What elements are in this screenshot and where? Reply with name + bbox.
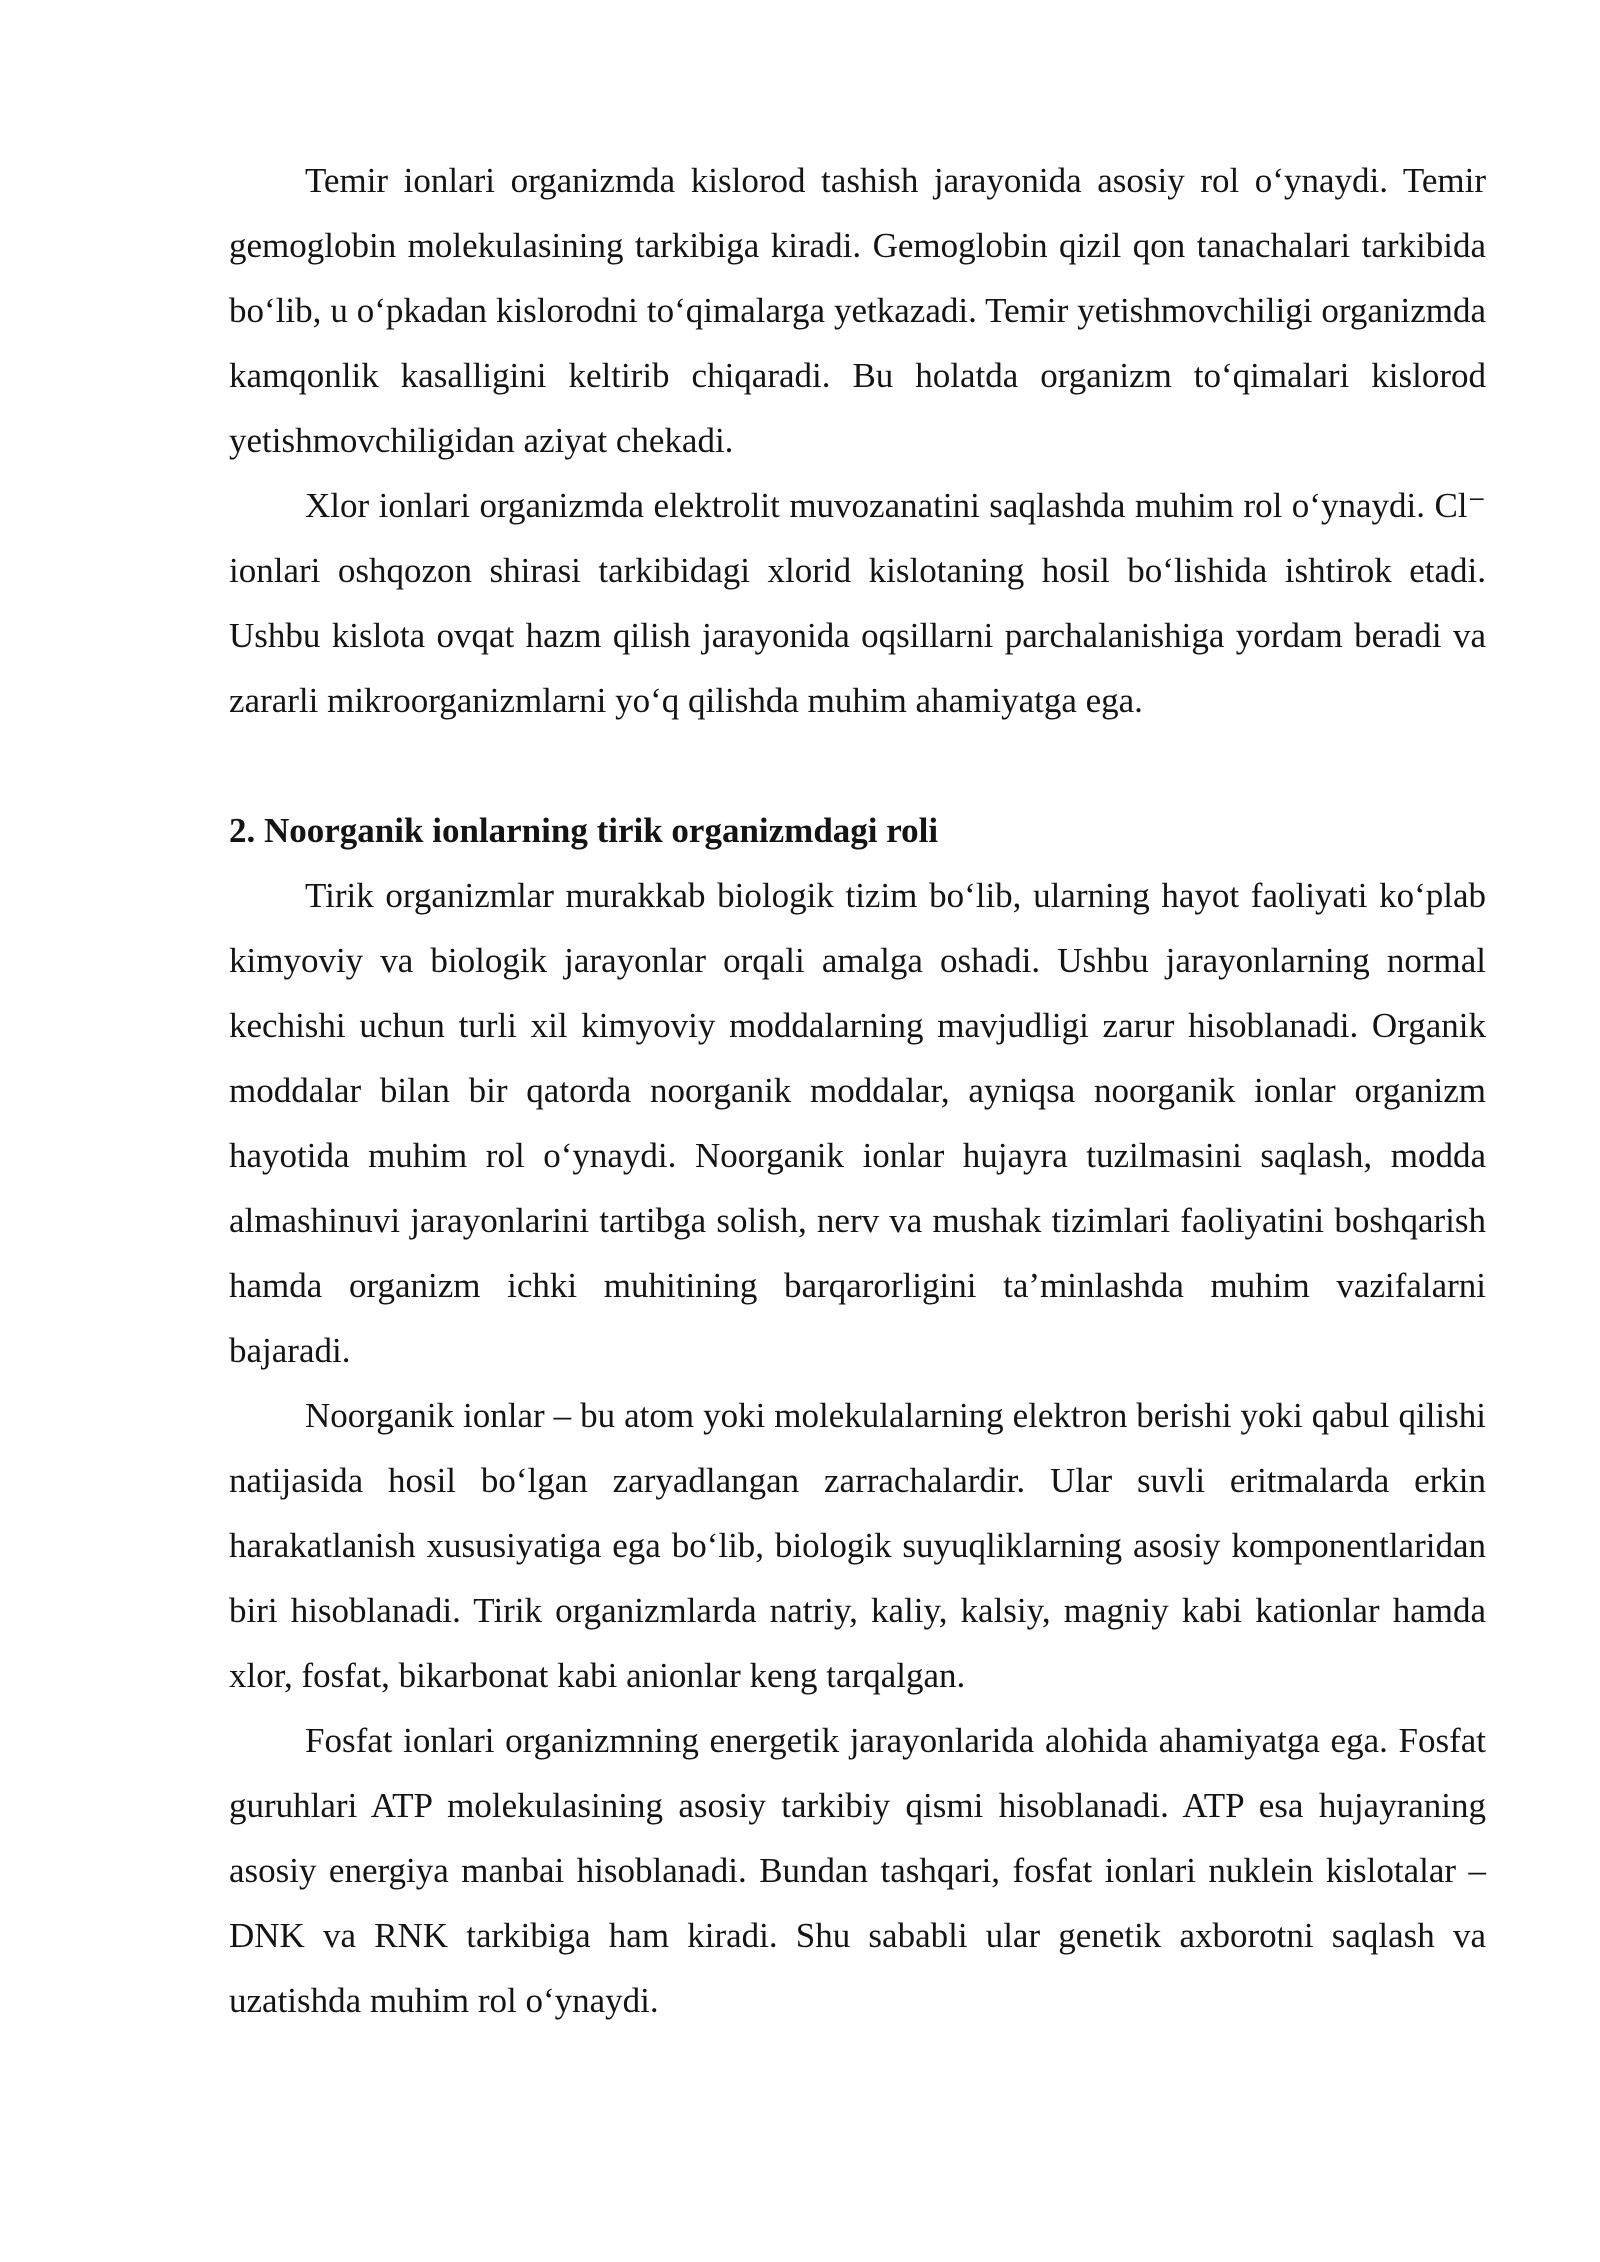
paragraph-chlorine-ions: Xlor ionlari organizmda elektrolit muvozanatini saqlashda muhim rol o‘ynaydi. Cl⁻ ionlari oshqozon shirasi tarkibidagi xlorid kislotaning hosil bo‘lishida ishtirok etadi. Ushbu kislota ovqat hazm qilish jarayonida oqsillarni parchalanishiga yordam beradi va zararli mikroorganizmlarni yo‘q qilishda muhim ahamiyatga ega.: [229, 486, 1486, 720]
document-page: [229, 148, 1486, 2033]
paragraph-phosphate-ions: Fosfat ionlari organizmning energetik jarayonlarida alohida ahamiyatga ega. Fosfat guruhlari ATP molekulasining asosiy tarkibiy qismi hisoblanadi. ATP esa hujayraning asosiy energiya manbai hisoblanadi. Bundan tashqari, fosfat ionlari nuklein kislotalar – DNK va RNK tarkibiga ham kiradi. Shu sababli ular genetik axborotni saqlash va uzatishda muhim rol o‘ynaydi.: [229, 1721, 1486, 2020]
paragraph-living-organisms: Tirik organizmlar murakkab biologik tizim bo‘lib, ularning hayot faoliyati ko‘plab kimyoviy va biologik jarayonlar orqali amalga oshadi. Ushbu jarayonlarning normal kechishi uchun turli xil kimyoviy moddalarning mavjudligi zarur hisoblanadi. Organik moddalar bilan bir qatorda noorganik moddalar, ayniqsa noorganik ionlar organizm hayotida muhim rol o‘ynaydi. Noorganik ionlar hujayra tuzilmasini saqlash, modda almashinuvi jarayonlarini tartibga solish, nerv va mushak tizimlari faoliyatini boshqarish hamda organizm ichki muhitining barqarorligini ta’minlashda muhim vazifalarni bajaradi.: [229, 876, 1486, 1370]
paragraph-inorganic-ions-definition: Noorganik ionlar – bu atom yoki molekulalarning elektron berishi yoki qabul qilishi natijasida hosil bo‘lgan zaryadlangan zarrachalardir. Ular suvli eritmalarda erkin harakatlanish xususiyatiga ega bo‘lib, biologik suyuqliklarning asosiy komponentlaridan biri hisoblanadi. Tirik organizmlarda natriy, kaliy, kalsiy, magniy kabi kationlar hamda xlor, fosfat, bikarbonat kabi anionlar keng tarqalgan.: [229, 1396, 1486, 1695]
paragraph-iron-ions: Temir ionlari organizmda kislorod tashish jarayonida asosiy rol o‘ynaydi. Temir gemoglobin molekulasining tarkibiga kiradi. Gemoglobin qizil qon tanachalari tarkibida bo‘lib, u o‘pkadan kislorodni to‘qimalarga yetkazadi. Temir yetishmovchiligi organizmda kamqonlik kasalligini keltirib chiqaradi. Bu holatda organizm to‘qimalari kislorod yetishmovchiligidan aziyat chekadi.: [229, 161, 1486, 460]
section-heading: 2. Noorganik ionlarning tirik organizmdagi roli: [229, 811, 939, 850]
